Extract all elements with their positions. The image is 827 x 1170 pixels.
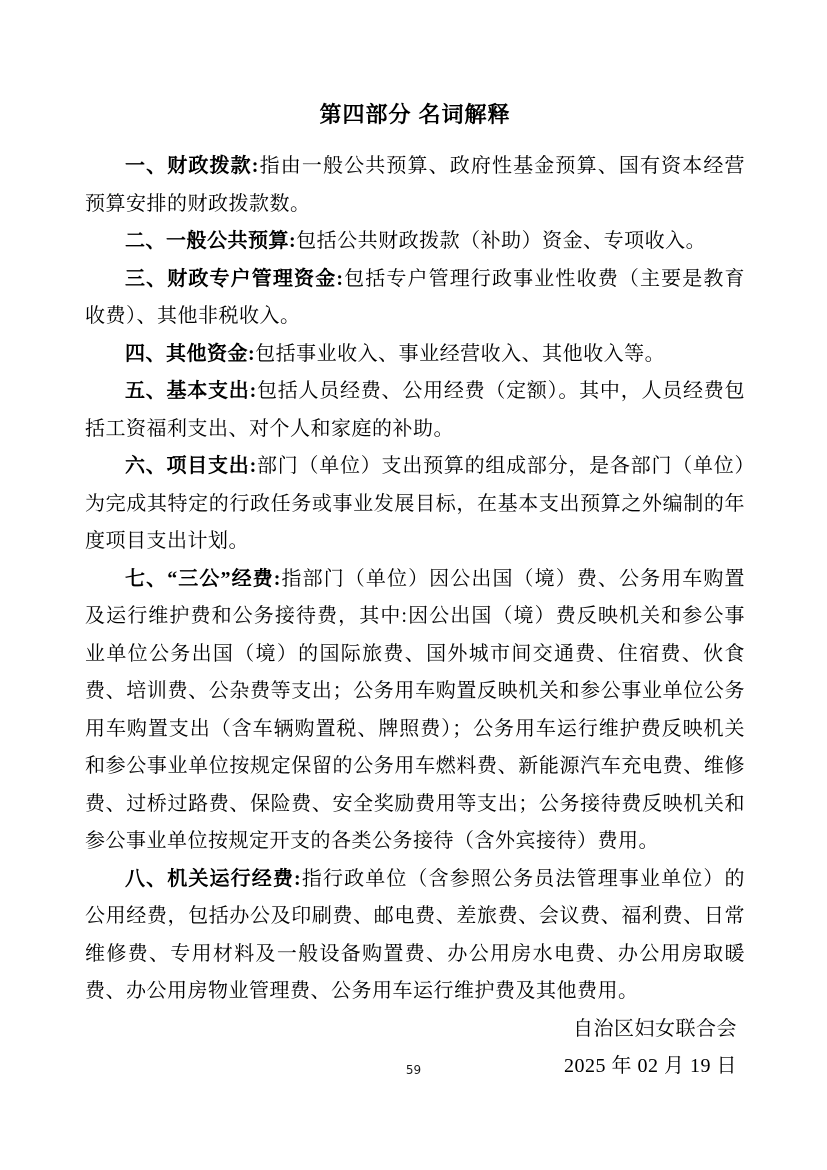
glossary-paragraph bbox=[85, 223, 745, 261]
glossary-paragraph bbox=[85, 861, 745, 1011]
page-number: 59 bbox=[405, 1063, 422, 1077]
term-label: 二、一般公共预算: bbox=[125, 230, 297, 252]
term-label: 三、财政专户管理资金: bbox=[125, 267, 344, 290]
term-definition: 指部门（单位）因公出国（境）费、公务用车购置及运行维护费和公务接待费，其中:因公出国（境）费反映机关和参公事业单位公务出国（境）的国际旅费、国外城市间交通费、住宿费、伙食费、培训费、公杂费等支出；公务用车购置反映机关和参公事业单位公务用车购置支出（含车辆购置税、牌照费）；公务用车运行维护费反映机关和参公事业单位按规定保留的公务用车燃料费、新能源汽车充电费、维修费、过桥过路费、保险费、安全奖励费用等支出；公务接待费反映机关和参公事业单位按规定开支的各类公务接待（含外宾接待）费用。 bbox=[85, 567, 745, 852]
glossary-paragraph bbox=[85, 336, 745, 374]
term-definition: 包括人员经费、公用经费（定额）。其中，人员经费包括工资福利支出、对个人和家庭的补助。 bbox=[85, 380, 745, 440]
term-label: 八、机关运行经费: bbox=[125, 867, 302, 890]
glossary-paragraph bbox=[85, 148, 745, 223]
term-definition: 部门（单位）支出预算的组成部分，是各部门（单位）为完成其特定的行政任务或事业发展目标，在基本支出预算之外编制的年度项目支出计划。 bbox=[85, 455, 745, 552]
term-label: 一、财政拨款: bbox=[125, 155, 259, 177]
term-label: 四、其他资金: bbox=[125, 342, 256, 365]
term-definition: 包括事业收入、事业经营收入、其他收入等。 bbox=[255, 342, 666, 365]
glossary-paragraph bbox=[85, 561, 745, 861]
term-definition: 指行政单位（含参照公务员法管理事业单位）的公用经费，包括办公及印刷费、邮电费、差旅费、会议费、福利费、日常维修费、专用材料及一般设备购置费、办公用房水电费、办公用房取暖费、办公用房物业管理费、公务用车运行维护费及其他费用。 bbox=[85, 867, 745, 1002]
term-label: 五、基本支出: bbox=[125, 380, 257, 402]
term-definition: 包括专户管理行政事业性收费（主要是教育收费）、其他非税收入。 bbox=[85, 267, 745, 327]
term-label: 六、项目支出: bbox=[125, 455, 257, 477]
glossary-paragraph bbox=[85, 448, 745, 561]
signature-organization: 自治区妇女联合会 bbox=[573, 1017, 737, 1040]
glossary-paragraph bbox=[85, 373, 745, 448]
signature-date: 2025 年 02 月 19 日 bbox=[564, 1055, 737, 1077]
term-definition: 包括公共财政拨款（补助）资金、专项收入。 bbox=[296, 230, 707, 252]
page-title: 第四部分 名词解释 bbox=[319, 102, 511, 127]
glossary-paragraph bbox=[85, 261, 745, 336]
term-definition: 指由一般公共预算、政府性基金预算、国有资本经营预算安排的财政拨款数。 bbox=[85, 155, 745, 215]
term-label: 七、“三公”经费: bbox=[125, 567, 281, 590]
